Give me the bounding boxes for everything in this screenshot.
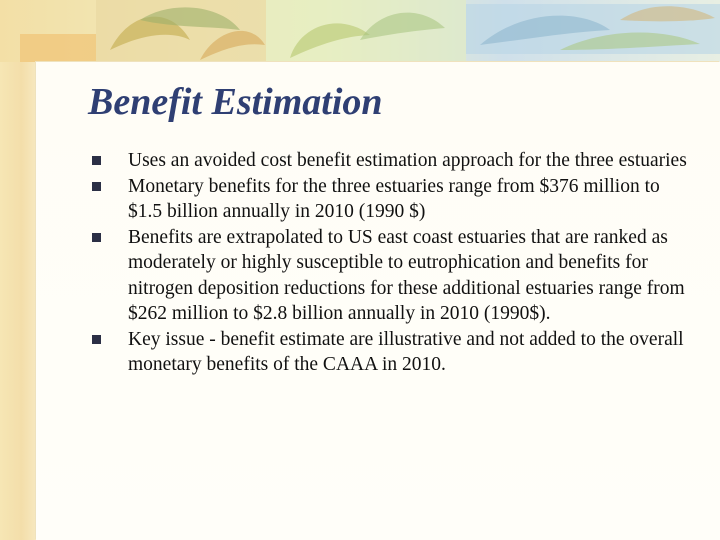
bullet-item: [92, 225, 688, 327]
square-bullet-icon: [92, 156, 101, 165]
square-bullet-icon: [92, 182, 101, 191]
bullet-text: Benefits are extrapolated to US east coast estuaries that are ranked as moderately or highly susceptible to eutrophication and benefits for nitrogen deposition reductions for these additional estuaries range from $262 million to $2.8 billion annually in 2010 (1990$).: [128, 226, 685, 324]
left-decorative-strip: [0, 0, 36, 540]
leaf-banner-image: [0, 0, 720, 62]
bullet-text: Uses an avoided cost benefit estimation approach for the three estuaries: [128, 150, 687, 171]
decorative-leaf-banner: [0, 0, 720, 62]
bullet-item: [92, 148, 688, 174]
bullet-list: [92, 148, 688, 378]
square-bullet-icon: [92, 233, 101, 242]
square-bullet-icon: [92, 335, 101, 344]
slide-title: Benefit Estimation: [88, 81, 383, 123]
bullet-text: Monetary benefits for the three estuaries range from $376 million to $1.5 billion annually in 2010 (1990 $): [128, 175, 660, 222]
bullet-item: [92, 327, 688, 378]
bullet-item: [92, 174, 688, 225]
bullet-text: Key issue - benefit estimate are illustrative and not added to the overall monetary benefits of the CAAA in 2010.: [128, 328, 684, 375]
